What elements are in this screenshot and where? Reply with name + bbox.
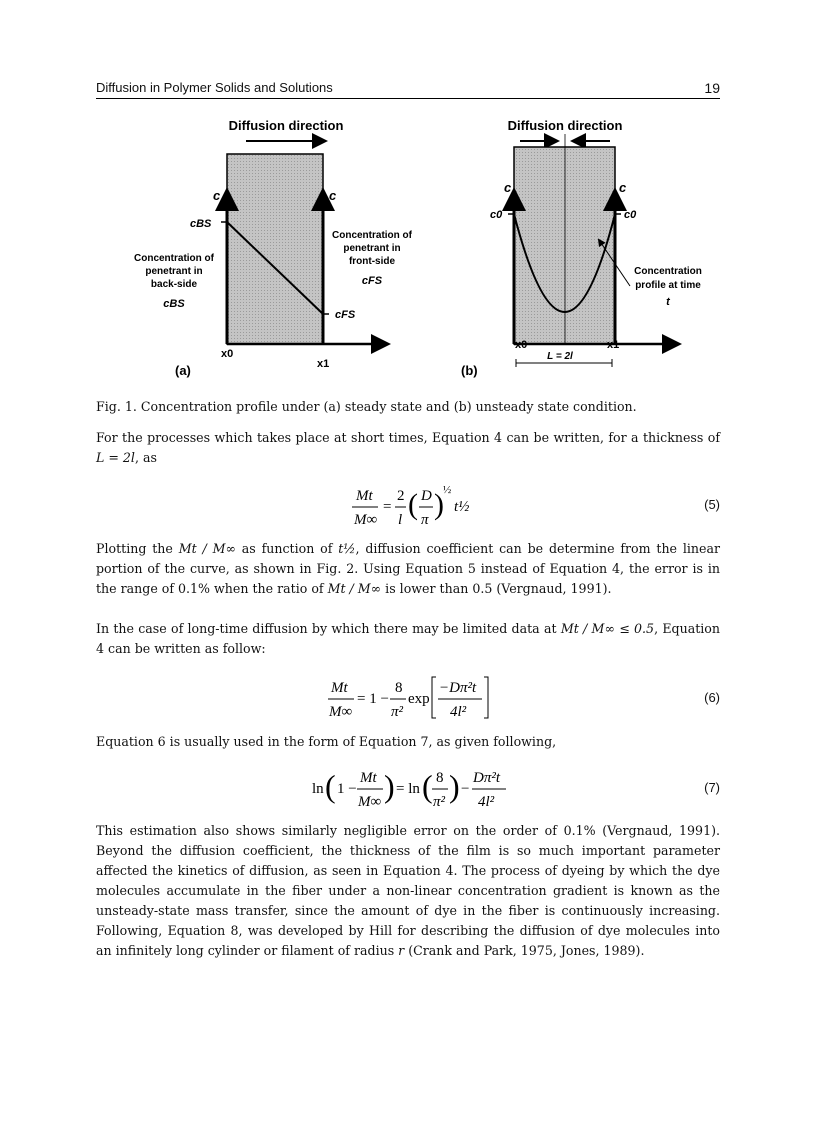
p1-math: L = 2l [96, 450, 135, 465]
profile-line-1: Concentration [634, 266, 702, 277]
eq6-arg-den: 4l² [450, 704, 467, 720]
eq5-lhs-den: M∞ [354, 512, 378, 528]
panel-b-title: Diffusion direction [507, 118, 623, 133]
header-rule [96, 98, 720, 99]
figure-caption: Fig. 1. Concentration profile under (a) steady state and (b) unsteady state condition. [96, 399, 637, 414]
p2-c: , diffusion coefficient can be determine from the linear portion of the curve, as shown in Fig. 2. Using Equation 5 instead of Equation 4, the error is in the range of 0.1% when the ratio of [96, 541, 720, 596]
panel-a-c-left: c [213, 188, 221, 203]
eq5-coef-den: l [398, 512, 403, 528]
p5-tail: (Crank and Park, 1975, Jones, 1989). [404, 943, 645, 958]
panel-b-film [514, 147, 615, 344]
backside-line-2: penetrant in [145, 266, 203, 277]
p1-text: For the processes which takes place at short times, Equation 4 can be written, for a thickness of [96, 430, 720, 445]
eq7-r-num: Dπ²t [473, 770, 501, 786]
panel-a-x1: x1 [317, 358, 330, 370]
panel-b-c0-right: c0 [624, 209, 637, 221]
eq6-arg-num: −Dπ²t [439, 680, 477, 696]
panel-b [461, 118, 702, 378]
p5-text: This estimation also shows similarly negligible error on the order of 0.1% (Vergnaud, 1991). Beyond the diffusion coefficient, the thickness of the film is so much important parameter affected the kinetics of diffusion, as seen in Equation 4. The process of dyeing by which the dye molecules accumulate in the fiber under a non-linear concentration gradient is known as the unsteady-state mass transfer, since the amount of dye in the fiber is continuously increasing. Following, Equation 8, was developed by Hill for describing the diffusion of dye molecules into an infinitely long cylinder or filament of radius [96, 823, 720, 958]
equation-7 [310, 762, 510, 812]
eq6-coef-num: 8 [395, 680, 403, 696]
eq6-lhs-num: Mt [331, 680, 348, 696]
p2-b: as function of [235, 541, 339, 556]
equation-6 [326, 672, 501, 722]
eq7-frac-den: M∞ [358, 794, 382, 810]
panel-a-backside-note [134, 253, 215, 310]
p3-a: In the case of long-time diffusion by which there may be limited data at [96, 621, 561, 636]
backside-line-3: back-side [150, 279, 198, 290]
eq6-mid: = 1 − [357, 691, 389, 707]
panel-a [134, 118, 413, 378]
eq5-number: (5) [704, 497, 720, 512]
p3-b: , Equation 4 can be written as follow: [96, 621, 720, 656]
eq5-paren-right: ) [434, 488, 444, 521]
p2-a: Plotting the [96, 541, 179, 556]
profile-line-2: profile at time [635, 280, 701, 291]
p2-math-2: t½ [338, 541, 356, 556]
paragraph-5 [96, 821, 720, 961]
eq7-paren-right: ) [384, 768, 395, 804]
p2-math-1: Mt / M∞ [178, 541, 236, 556]
equation-5 [346, 480, 496, 530]
panel-b-x1: x1 [607, 339, 620, 351]
p5-math: r [398, 943, 405, 958]
eq6-number: (6) [704, 690, 720, 705]
panel-b-length: L = 2l [547, 351, 573, 362]
backside-line-4: cBS [163, 298, 185, 310]
eq7-frac-num: Mt [360, 770, 377, 786]
eq5-equals: = [383, 499, 392, 515]
panel-a-c-right: c [329, 188, 337, 203]
eq7-paren2-left: ( [422, 768, 433, 804]
p3-math: Mt / M∞ ≤ 0.5 [560, 621, 655, 636]
panel-a-tag: (a) [175, 363, 191, 378]
eq7-ln-1: ln [312, 781, 324, 797]
paragraph-2 [96, 539, 720, 599]
eq6-coef-den: π² [391, 704, 404, 720]
profile-line-3: t [666, 296, 670, 308]
eq7-coef-den: π² [433, 794, 446, 810]
eq6-bracket-right [484, 677, 488, 718]
paragraph-3 [96, 619, 720, 659]
panel-a-cfs-label: cFS [335, 309, 356, 321]
p2-d: is lower than 0.5 (Vergnaud, 1991). [381, 581, 612, 596]
panel-a-title: Diffusion direction [228, 118, 344, 133]
eq5-frac-num: D [421, 488, 432, 504]
eq7-minus: − [461, 781, 470, 797]
figure-1 [96, 110, 720, 385]
eq7-equals-ln: = ln [396, 781, 420, 797]
paragraph-1 [96, 428, 720, 468]
eq6-exp: exp [408, 691, 430, 707]
panel-a-frontside-note [332, 230, 413, 287]
frontside-line-4: cFS [361, 275, 383, 287]
eq5-frac-den: π [421, 512, 429, 528]
eq5-lhs-num: Mt [356, 488, 373, 504]
panel-b-profile-note [634, 266, 702, 308]
eq5-coef-num: 2 [397, 488, 405, 504]
eq7-number: (7) [704, 780, 720, 795]
p2-math-3: Mt / M∞ [327, 581, 382, 596]
eq7-one-minus: 1 − [337, 781, 357, 797]
eq6-bracket-left [432, 677, 436, 718]
frontside-line-2: penetrant in [343, 243, 401, 254]
panel-a-x0: x0 [221, 348, 234, 360]
page-number: 19 [704, 80, 720, 96]
panel-b-tag: (b) [461, 363, 478, 378]
backside-line-1: Concentration of [134, 253, 214, 264]
eq7-paren-left: ( [325, 768, 336, 804]
eq5-tail: t½ [454, 499, 470, 515]
paragraph-4: Equation 6 is usually used in the form of Equation 7, as given following, [96, 734, 557, 749]
eq5-power: ½ [443, 484, 452, 496]
panel-b-c-left: c [504, 180, 512, 195]
eq7-r-den: 4l² [478, 794, 495, 810]
panel-b-c-right: c [619, 180, 627, 195]
eq6-lhs-den: M∞ [329, 704, 353, 720]
eq7-paren2-right: ) [449, 768, 460, 804]
frontside-line-3: front-side [348, 256, 396, 267]
panel-b-x0: x0 [515, 339, 528, 351]
panel-b-c0-left: c0 [490, 209, 503, 221]
running-title: Diffusion in Polymer Solids and Solutions [96, 80, 333, 95]
eq5-paren-left: ( [408, 488, 418, 521]
panel-a-film [227, 154, 323, 344]
panel-a-cbs-label: cBS [190, 218, 212, 230]
p1-tail: , as [134, 450, 157, 465]
eq7-coef-num: 8 [436, 770, 444, 786]
frontside-line-1: Concentration of [332, 230, 412, 241]
